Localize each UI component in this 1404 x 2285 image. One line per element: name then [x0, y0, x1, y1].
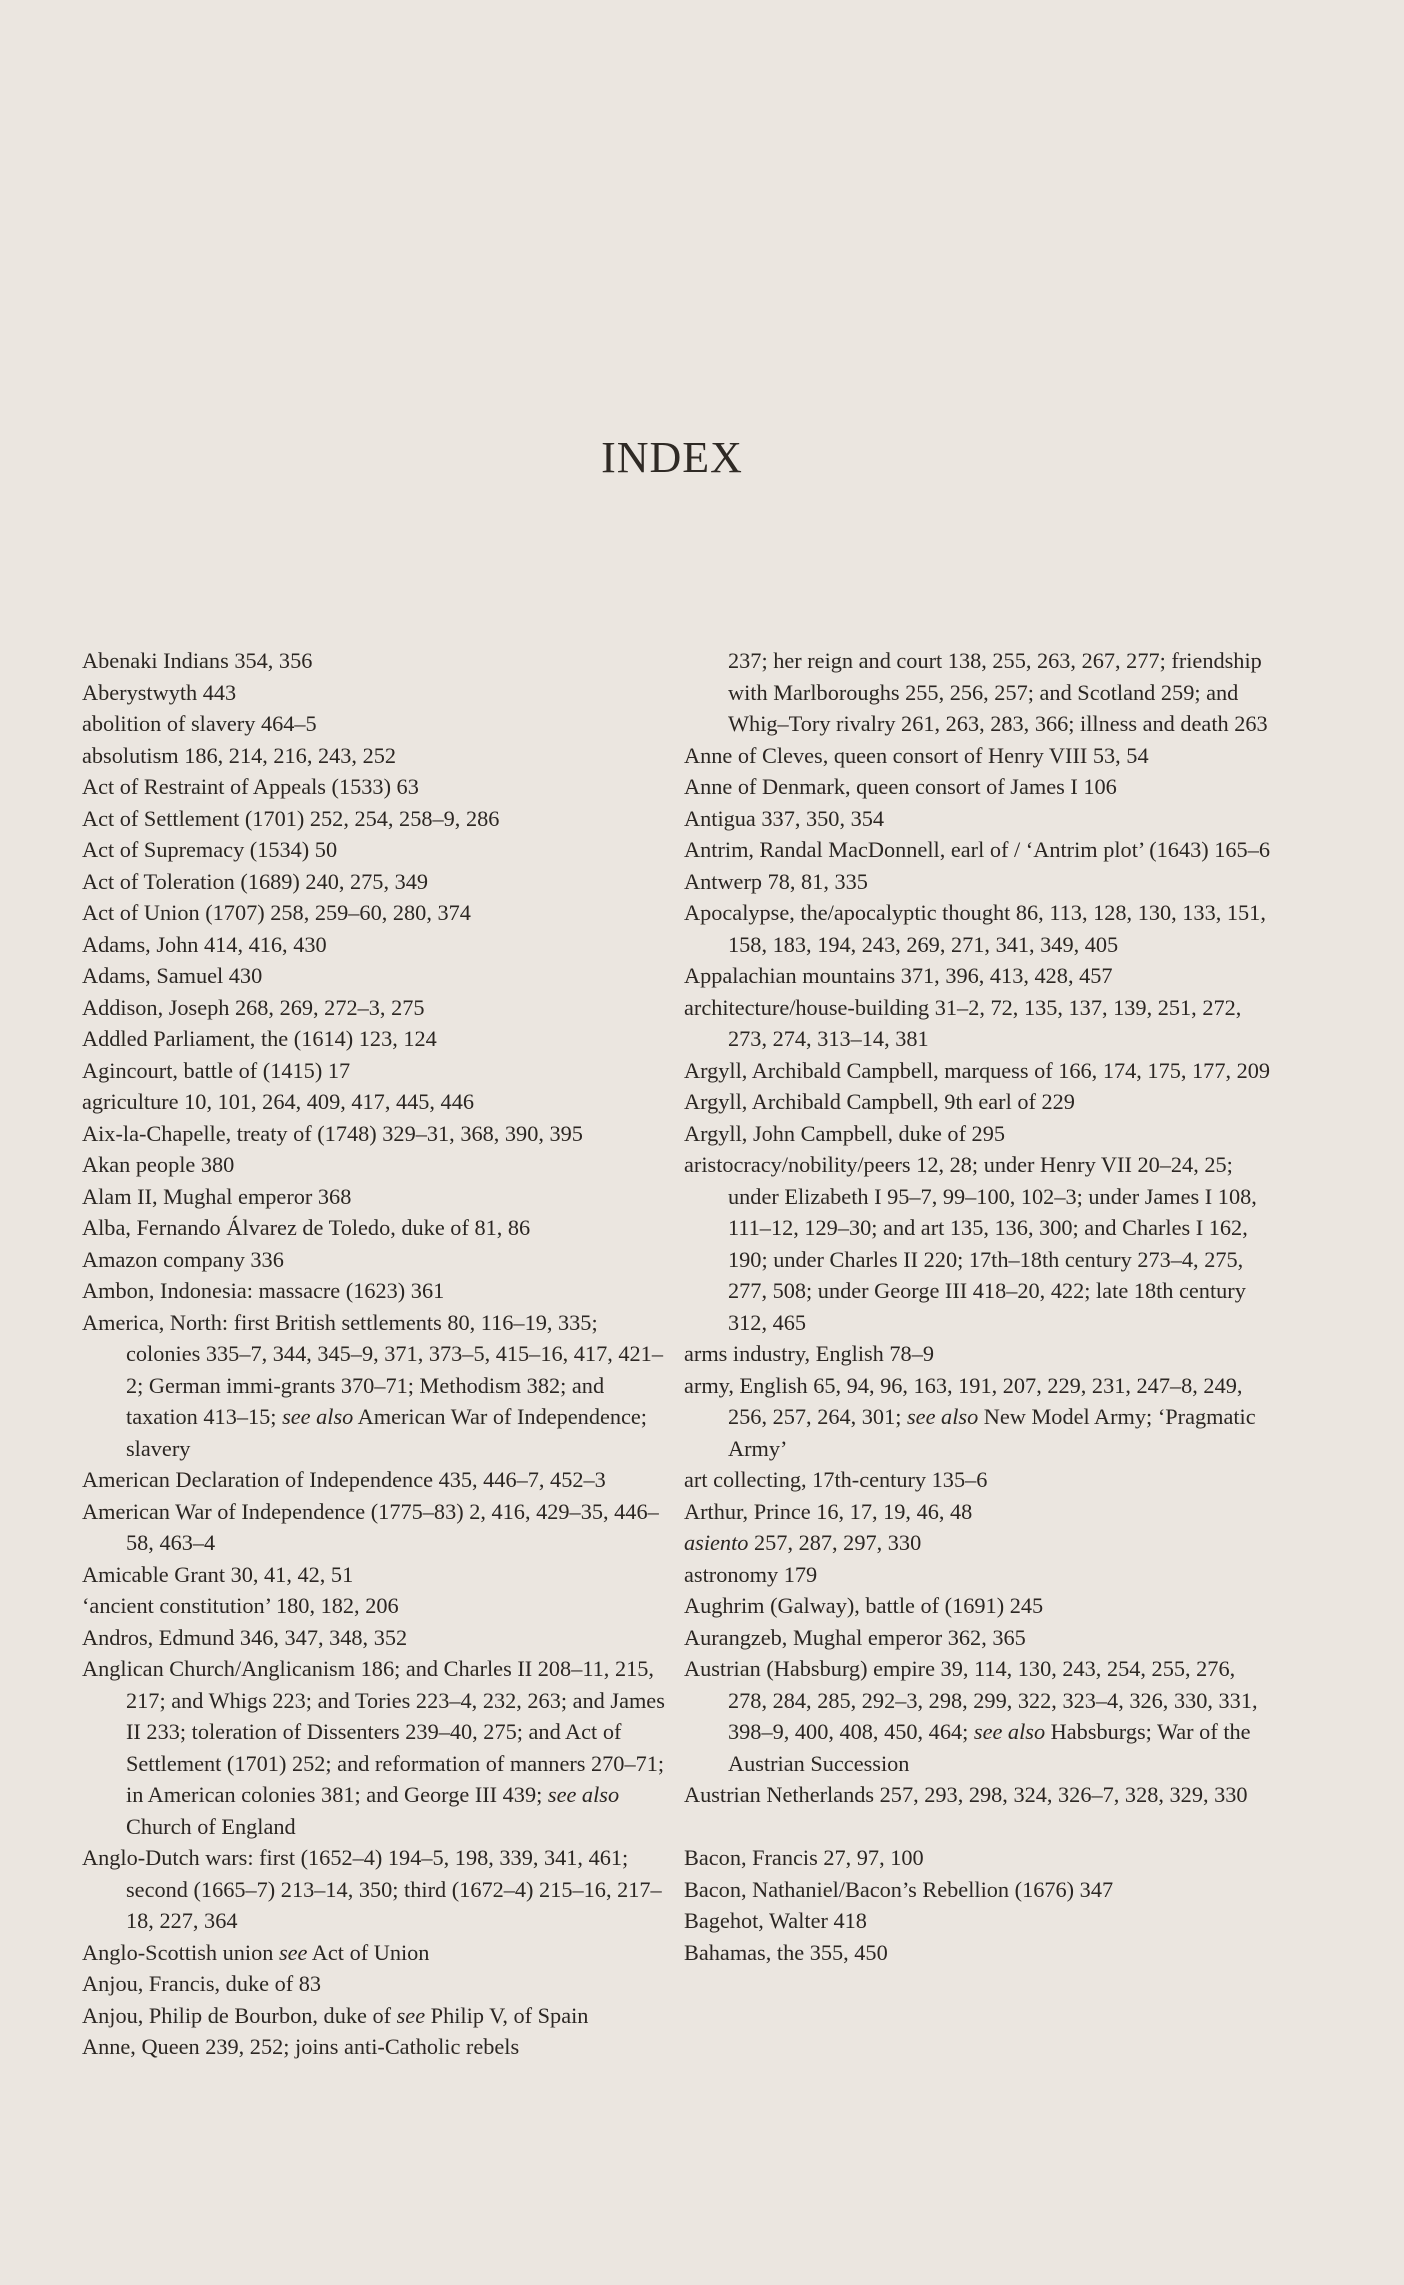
- index-entry: 237; her reign and court 138, 255, 263, 267, 277; friendship with Marlboroughs 255, 256, 257; and Scotland 259; and Whig–Tory rivalry 261, 263, 283, 366; illness and death 263: [728, 648, 1268, 736]
- index-entry: Argyll, Archibald Campbell, 9th earl of 229: [684, 1089, 1075, 1114]
- index-entry: Act of Union (1707) 258, 259–60, 280, 374: [82, 900, 471, 925]
- index-entry: Bacon, Nathaniel/Bacon’s Rebellion (1676) 347: [684, 1876, 1114, 1902]
- index-entry: Aurangzeb, Mughal emperor 362, 365: [684, 1624, 1026, 1650]
- index-entry: ‘ancient constitution’ 180, 182, 206: [82, 1593, 399, 1618]
- index-entry: Argyll, John Campbell, duke of 295: [684, 1120, 1006, 1146]
- index-entry: Amicable Grant 30, 41, 42, 51: [82, 1561, 354, 1587]
- index-entry: Bacon, Francis 27, 97, 100: [684, 1845, 924, 1870]
- index-entry: Ambon, Indonesia: massacre (1623) 361: [82, 1278, 445, 1303]
- index-entry: Alam II, Mughal emperor 368: [82, 1183, 352, 1209]
- index-entry: army, English 65, 94, 96, 163, 191, 207, 229, 231, 247–8, 249, 256, 257, 264, 301; see also New Model Army; ‘Pragmatic Army’: [684, 1372, 1256, 1461]
- index-entry: Anglo-Scottish union see Act of Union: [82, 1939, 430, 1965]
- index-entry: Amazon company 336: [82, 1246, 284, 1272]
- index-entry: Argyll, Archibald Campbell, marquess of 166, 174, 175, 177, 209: [684, 1057, 1271, 1083]
- index-entry: Anne, Queen 239, 252; joins anti-Catholic rebels: [82, 2034, 520, 2059]
- index-entry: Adams, John 414, 416, 430: [82, 931, 327, 957]
- index-entry: arms industry, English 78–9: [684, 1341, 935, 1366]
- index-entry: Anjou, Philip de Bourbon, duke of see Philip V, of Spain: [82, 2002, 589, 2028]
- index-column-left: [82, 645, 672, 2063]
- index-column-right: [684, 645, 1274, 1968]
- index-entry: art collecting, 17th-century 135–6: [684, 1467, 988, 1492]
- index-entry: Anne of Denmark, queen consort of James I 106: [684, 774, 1117, 799]
- index-entry: Apocalypse, the/apocalyptic thought 86, 113, 128, 130, 133, 151, 158, 183, 194, 243, 269, 271, 341, 349, 405: [684, 900, 1266, 957]
- index-entry: American War of Independence (1775–83) 2, 416, 429–35, 446–58, 463–4: [82, 1498, 659, 1555]
- index-entry: American Declaration of Independence 435, 446–7, 452–3: [82, 1467, 606, 1492]
- index-entry: aristocracy/nobility/peers 12, 28; under Henry VII 20–24, 25; under Elizabeth I 95–7, 99–100, 102–3; under James I 108, 111–12, 129–30; and art 135, 136, 300; and Charles I 162, 190; under Charles II 220; 17th–18th century 273–4, 275, 277, 508; under George III 418–20, 422; late 18th century 312, 465: [684, 1152, 1257, 1335]
- index-entry: Addled Parliament, the (1614) 123, 124: [82, 1026, 437, 1051]
- index-entry: Aix-la-Chapelle, treaty of (1748) 329–31, 368, 390, 395: [82, 1120, 583, 1146]
- index-entry: Antigua 337, 350, 354: [684, 805, 885, 831]
- index-entry: Austrian (Habsburg) empire 39, 114, 130, 243, 254, 255, 276, 278, 284, 285, 292–3, 298, 299, 322, 323–4, 326, 330, 331, 398–9, 400, 408, 450, 464; see also Habsburgs; War of the Austrian Succession: [684, 1656, 1258, 1776]
- index-entry: Andros, Edmund 346, 347, 348, 352: [82, 1624, 408, 1650]
- index-entry: Anjou, Francis, duke of 83: [82, 1971, 322, 1996]
- index-entry: asiento 257, 287, 297, 330: [684, 1530, 922, 1555]
- index-entry: astronomy 179: [684, 1561, 818, 1587]
- index-entry: Anne of Cleves, queen consort of Henry VIII 53, 54: [684, 742, 1149, 768]
- index-entry: America, North: first British settlements 80, 116–19, 335; colonies 335–7, 344, 345–9, 371, 373–5, 415–16, 417, 421–2; German immi-grants 370–71; Methodism 382; and taxation 413–15; see also American War of Independence; slavery: [82, 1309, 663, 1461]
- index-entry: Act of Restraint of Appeals (1533) 63: [82, 774, 419, 799]
- index-entry: Act of Toleration (1689) 240, 275, 349: [82, 868, 429, 894]
- index-entry: Austrian Netherlands 257, 293, 298, 324, 326–7, 328, 329, 330: [684, 1782, 1248, 1807]
- index-entry: Arthur, Prince 16, 17, 19, 46, 48: [684, 1498, 973, 1524]
- index-entry: Antwerp 78, 81, 335: [684, 868, 868, 894]
- index-entry: Addison, Joseph 268, 269, 272–3, 275: [82, 994, 425, 1020]
- index-entry: Appalachian mountains 371, 396, 413, 428, 457: [684, 963, 1113, 988]
- index-entry: agriculture 10, 101, 264, 409, 417, 445, 446: [82, 1089, 475, 1114]
- index-entry: Akan people 380: [82, 1152, 235, 1177]
- index-entry: Aughrim (Galway), battle of (1691) 245: [684, 1593, 1044, 1618]
- index-entry: Alba, Fernando Álvarez de Toledo, duke of 81, 86: [82, 1215, 531, 1240]
- index-entry: absolutism 186, 214, 216, 243, 252: [82, 742, 397, 768]
- index-entry: Anglo-Dutch wars: first (1652–4) 194–5, 198, 339, 341, 461; second (1665–7) 213–14, 350; third (1672–4) 215–16, 217–18, 227, 364: [82, 1845, 662, 1933]
- index-entry: Act of Settlement (1701) 252, 254, 258–9, 286: [82, 805, 500, 831]
- index-entry: Antrim, Randal MacDonnell, earl of / ‘Antrim plot’ (1643) 165–6: [684, 837, 1270, 862]
- index-entry: Bahamas, the 355, 450: [684, 1939, 888, 1965]
- index-entry: Aberystwyth 443: [82, 679, 237, 705]
- index-entry: Act of Supremacy (1534) 50: [82, 837, 338, 862]
- index-entry: architecture/house-building 31–2, 72, 135, 137, 139, 251, 272, 273, 274, 313–14, 381: [684, 994, 1242, 1051]
- index-entry: Agincourt, battle of (1415) 17: [82, 1057, 351, 1083]
- index-entry: Bagehot, Walter 418: [684, 1908, 867, 1933]
- index-entry: abolition of slavery 464–5: [82, 711, 317, 736]
- index-entry: Anglican Church/Anglicanism 186; and Charles II 208–11, 215, 217; and Whigs 223; and Tories 223–4, 232, 263; and James II 233; toleration of Dissenters 239–40, 275; and Act of Settlement (1701) 252; and reformation of manners 270–71; in American colonies 381; and George III 439; see also Church of England: [82, 1656, 665, 1839]
- index-entry: Adams, Samuel 430: [82, 963, 263, 988]
- letter-gap: [684, 1811, 1274, 1843]
- index-entry: Abenaki Indians 354, 356: [82, 648, 313, 673]
- page-title: INDEX: [601, 433, 743, 482]
